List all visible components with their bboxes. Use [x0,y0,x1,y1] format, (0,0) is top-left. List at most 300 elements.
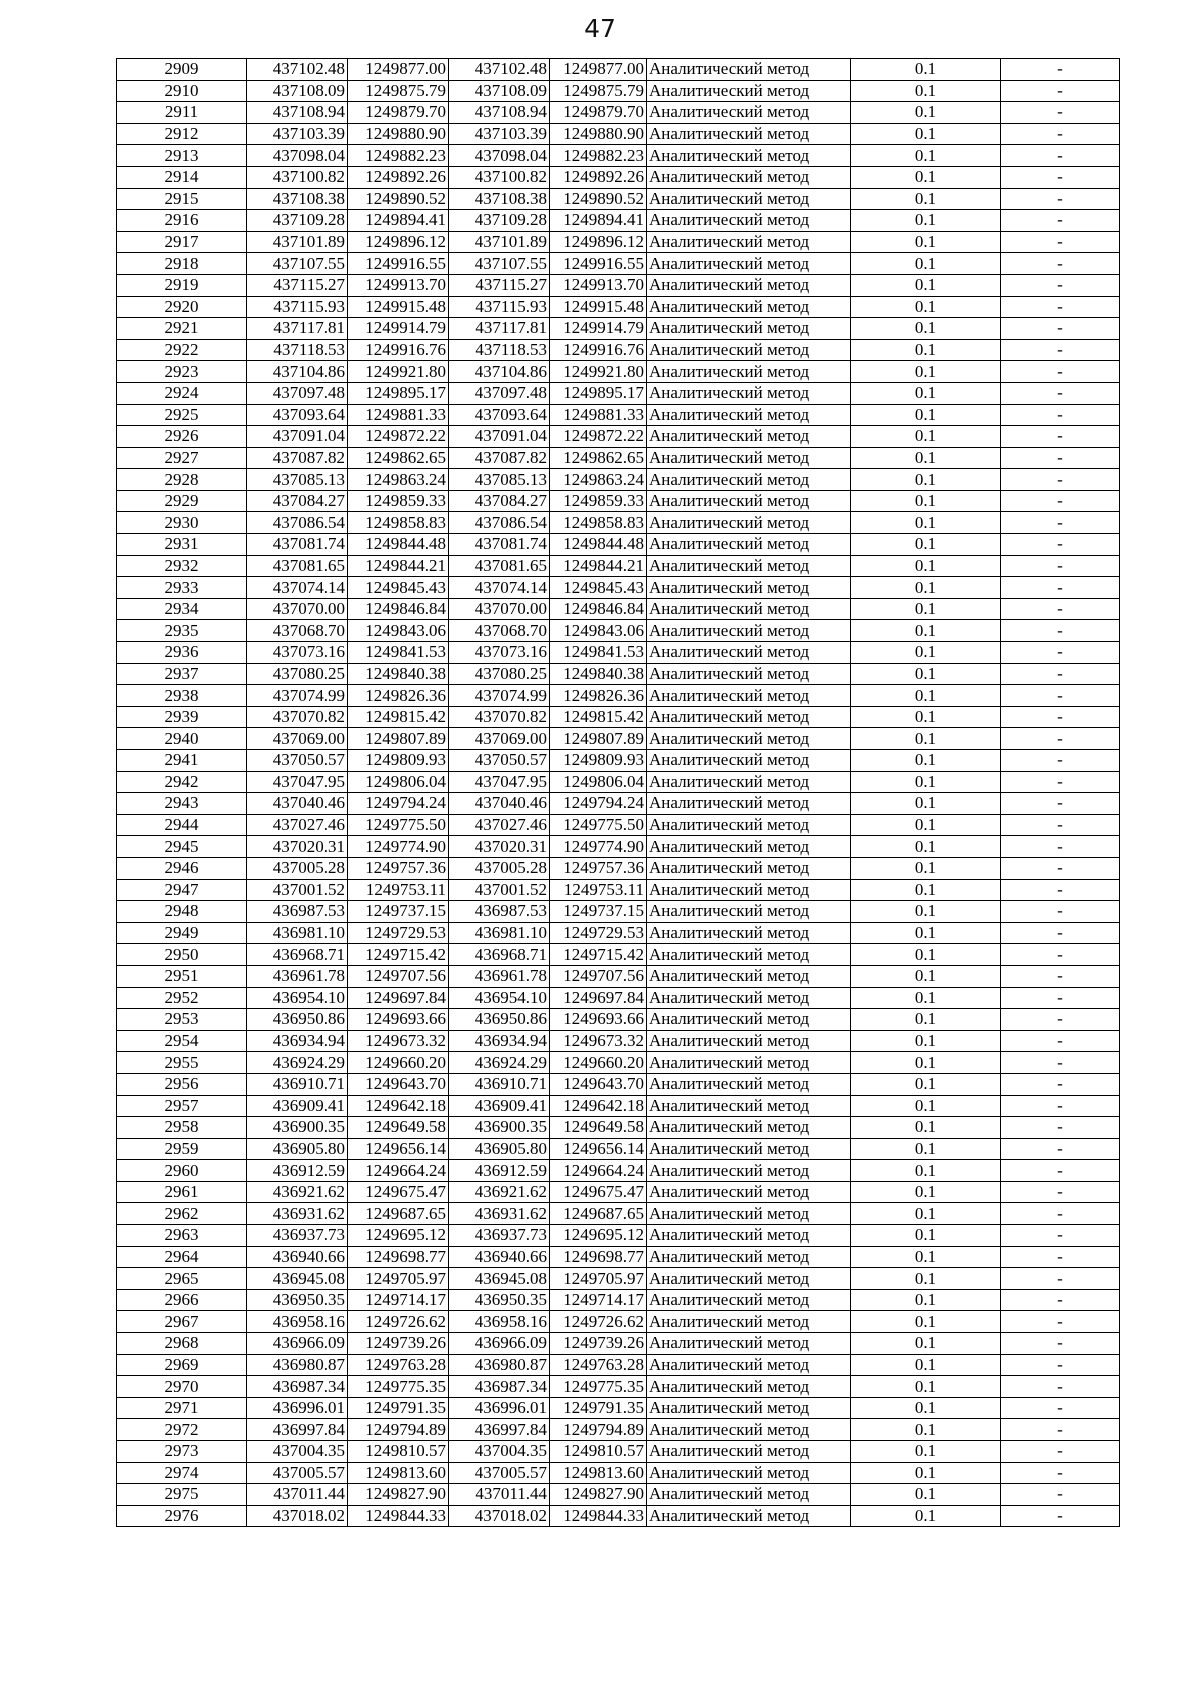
method-cell: Аналитический метод [647,339,851,361]
point-number-cell: 2970 [117,1376,247,1398]
x-coordinate-repeat-cell: 437109.28 [449,210,550,232]
x-coordinate-cell: 437050.57 [247,750,348,772]
table-row [117,1354,1120,1376]
y-coordinate-cell: 1249642.18 [348,1095,449,1117]
table-row [117,1441,1120,1463]
empty-mark-cell: - [1001,469,1120,491]
y-coordinate-cell: 1249649.58 [348,1117,449,1139]
x-coordinate-cell: 437004.35 [247,1441,348,1463]
y-coordinate-cell: 1249894.41 [348,210,449,232]
x-coordinate-cell: 437085.13 [247,469,348,491]
empty-mark-cell: - [1001,123,1120,145]
accuracy-cell: 0.1 [851,490,1001,512]
x-coordinate-cell: 437107.55 [247,253,348,275]
y-coordinate-cell: 1249697.84 [348,987,449,1009]
y-coordinate-cell: 1249845.43 [348,577,449,599]
table-row [117,1376,1120,1398]
x-coordinate-cell: 437040.46 [247,793,348,815]
x-coordinate-repeat-cell: 437080.25 [449,663,550,685]
empty-mark-cell: - [1001,1073,1120,1095]
x-coordinate-repeat-cell: 437047.95 [449,771,550,793]
x-coordinate-cell: 437080.25 [247,663,348,685]
y-coordinate-repeat-cell: 1249896.12 [550,231,647,253]
table-row [117,404,1120,426]
y-coordinate-repeat-cell: 1249872.22 [550,426,647,448]
x-coordinate-repeat-cell: 436966.09 [449,1333,550,1355]
empty-mark-cell: - [1001,339,1120,361]
method-cell: Аналитический метод [647,577,851,599]
empty-mark-cell: - [1001,253,1120,275]
y-coordinate-cell: 1249921.80 [348,361,449,383]
point-number-cell: 2967 [117,1311,247,1333]
empty-mark-cell: - [1001,404,1120,426]
x-coordinate-cell: 437073.16 [247,642,348,664]
empty-mark-cell: - [1001,901,1120,923]
y-coordinate-cell: 1249737.15 [348,901,449,923]
x-coordinate-repeat-cell: 436937.73 [449,1225,550,1247]
y-coordinate-cell: 1249890.52 [348,188,449,210]
empty-mark-cell: - [1001,296,1120,318]
method-cell: Аналитический метод [647,922,851,944]
accuracy-cell: 0.1 [851,1289,1001,1311]
method-cell: Аналитический метод [647,80,851,102]
empty-mark-cell: - [1001,1117,1120,1139]
empty-mark-cell: - [1001,922,1120,944]
method-cell: Аналитический метод [647,210,851,232]
x-coordinate-repeat-cell: 437040.46 [449,793,550,815]
x-coordinate-cell: 437070.82 [247,706,348,728]
point-number-cell: 2961 [117,1181,247,1203]
table-row [117,1246,1120,1268]
x-coordinate-cell: 437091.04 [247,426,348,448]
x-coordinate-repeat-cell: 437027.46 [449,814,550,836]
point-number-cell: 2914 [117,166,247,188]
y-coordinate-cell: 1249813.60 [348,1462,449,1484]
accuracy-cell: 0.1 [851,102,1001,124]
y-coordinate-repeat-cell: 1249916.76 [550,339,647,361]
y-coordinate-repeat-cell: 1249826.36 [550,685,647,707]
point-number-cell: 2913 [117,145,247,167]
x-coordinate-cell: 437108.94 [247,102,348,124]
y-coordinate-cell: 1249729.53 [348,922,449,944]
method-cell: Аналитический метод [647,145,851,167]
method-cell: Аналитический метод [647,166,851,188]
x-coordinate-repeat-cell: 437050.57 [449,750,550,772]
x-coordinate-cell: 436937.73 [247,1225,348,1247]
point-number-cell: 2976 [117,1505,247,1527]
method-cell: Аналитический метод [647,1289,851,1311]
table-row [117,598,1120,620]
accuracy-cell: 0.1 [851,1484,1001,1506]
y-coordinate-cell: 1249844.48 [348,534,449,556]
y-coordinate-cell: 1249775.50 [348,814,449,836]
x-coordinate-cell: 437109.28 [247,210,348,232]
y-coordinate-cell: 1249763.28 [348,1354,449,1376]
method-cell: Аналитический метод [647,944,851,966]
empty-mark-cell: - [1001,771,1120,793]
point-number-cell: 2917 [117,231,247,253]
y-coordinate-repeat-cell: 1249705.97 [550,1268,647,1290]
accuracy-cell: 0.1 [851,1441,1001,1463]
method-cell: Аналитический метод [647,534,851,556]
table-row [117,1160,1120,1182]
method-cell: Аналитический метод [647,879,851,901]
table-row [117,1397,1120,1419]
y-coordinate-cell: 1249863.24 [348,469,449,491]
point-number-cell: 2930 [117,512,247,534]
x-coordinate-repeat-cell: 436931.62 [449,1203,550,1225]
y-coordinate-cell: 1249643.70 [348,1073,449,1095]
point-number-cell: 2936 [117,642,247,664]
accuracy-cell: 0.1 [851,404,1001,426]
method-cell: Аналитический метод [647,728,851,750]
x-coordinate-repeat-cell: 436997.84 [449,1419,550,1441]
x-coordinate-cell: 437093.64 [247,404,348,426]
x-coordinate-cell: 436987.53 [247,901,348,923]
accuracy-cell: 0.1 [851,1225,1001,1247]
point-number-cell: 2957 [117,1095,247,1117]
point-number-cell: 2943 [117,793,247,815]
table-row [117,793,1120,815]
point-number-cell: 2916 [117,210,247,232]
accuracy-cell: 0.1 [851,1311,1001,1333]
y-coordinate-cell: 1249843.06 [348,620,449,642]
table-row [117,59,1120,81]
method-cell: Аналитический метод [647,1160,851,1182]
table-row [117,1484,1120,1506]
x-coordinate-repeat-cell: 437068.70 [449,620,550,642]
point-number-cell: 2951 [117,965,247,987]
method-cell: Аналитический метод [647,1030,851,1052]
x-coordinate-repeat-cell: 437108.38 [449,188,550,210]
accuracy-cell: 0.1 [851,188,1001,210]
x-coordinate-cell: 436996.01 [247,1397,348,1419]
coordinates-table-body [117,59,1120,1527]
empty-mark-cell: - [1001,663,1120,685]
method-cell: Аналитический метод [647,274,851,296]
y-coordinate-cell: 1249810.57 [348,1441,449,1463]
accuracy-cell: 0.1 [851,274,1001,296]
y-coordinate-cell: 1249775.35 [348,1376,449,1398]
y-coordinate-repeat-cell: 1249675.47 [550,1181,647,1203]
method-cell: Аналитический метод [647,318,851,340]
method-cell: Аналитический метод [647,447,851,469]
table-row [117,555,1120,577]
point-number-cell: 2973 [117,1441,247,1463]
point-number-cell: 2934 [117,598,247,620]
point-number-cell: 2911 [117,102,247,124]
point-number-cell: 2946 [117,857,247,879]
empty-mark-cell: - [1001,1095,1120,1117]
empty-mark-cell: - [1001,1333,1120,1355]
x-coordinate-cell: 436950.35 [247,1289,348,1311]
empty-mark-cell: - [1001,447,1120,469]
x-coordinate-repeat-cell: 437073.16 [449,642,550,664]
y-coordinate-repeat-cell: 1249882.23 [550,145,647,167]
x-coordinate-cell: 437118.53 [247,339,348,361]
y-coordinate-cell: 1249693.66 [348,1009,449,1031]
x-coordinate-cell: 436921.62 [247,1181,348,1203]
accuracy-cell: 0.1 [851,361,1001,383]
method-cell: Аналитический метод [647,1376,851,1398]
y-coordinate-cell: 1249915.48 [348,296,449,318]
point-number-cell: 2944 [117,814,247,836]
y-coordinate-cell: 1249882.23 [348,145,449,167]
y-coordinate-repeat-cell: 1249757.36 [550,857,647,879]
y-coordinate-repeat-cell: 1249642.18 [550,1095,647,1117]
y-coordinate-cell: 1249872.22 [348,426,449,448]
method-cell: Аналитический метод [647,231,851,253]
x-coordinate-repeat-cell: 437069.00 [449,728,550,750]
x-coordinate-repeat-cell: 437074.99 [449,685,550,707]
y-coordinate-cell: 1249774.90 [348,836,449,858]
point-number-cell: 2952 [117,987,247,1009]
table-row [117,166,1120,188]
method-cell: Аналитический метод [647,1311,851,1333]
y-coordinate-repeat-cell: 1249714.17 [550,1289,647,1311]
empty-mark-cell: - [1001,577,1120,599]
table-row [117,188,1120,210]
accuracy-cell: 0.1 [851,771,1001,793]
x-coordinate-cell: 437068.70 [247,620,348,642]
table-row [117,123,1120,145]
x-coordinate-repeat-cell: 437005.57 [449,1462,550,1484]
accuracy-cell: 0.1 [851,123,1001,145]
accuracy-cell: 0.1 [851,1268,1001,1290]
x-coordinate-repeat-cell: 437081.74 [449,534,550,556]
empty-mark-cell: - [1001,1009,1120,1031]
method-cell: Аналитический метод [647,404,851,426]
accuracy-cell: 0.1 [851,1030,1001,1052]
x-coordinate-repeat-cell: 436921.62 [449,1181,550,1203]
empty-mark-cell: - [1001,361,1120,383]
accuracy-cell: 0.1 [851,663,1001,685]
table-row [117,339,1120,361]
method-cell: Аналитический метод [647,771,851,793]
table-row [117,1073,1120,1095]
method-cell: Аналитический метод [647,1333,851,1355]
method-cell: Аналитический метод [647,793,851,815]
x-coordinate-cell: 437108.38 [247,188,348,210]
y-coordinate-repeat-cell: 1249877.00 [550,59,647,81]
y-coordinate-repeat-cell: 1249815.42 [550,706,647,728]
point-number-cell: 2953 [117,1009,247,1031]
empty-mark-cell: - [1001,1311,1120,1333]
method-cell: Аналитический метод [647,642,851,664]
table-row [117,1052,1120,1074]
y-coordinate-repeat-cell: 1249880.90 [550,123,647,145]
method-cell: Аналитический метод [647,490,851,512]
method-cell: Аналитический метод [647,512,851,534]
method-cell: Аналитический метод [647,750,851,772]
table-row [117,145,1120,167]
y-coordinate-repeat-cell: 1249844.48 [550,534,647,556]
y-coordinate-repeat-cell: 1249875.79 [550,80,647,102]
table-row [117,1009,1120,1031]
x-coordinate-cell: 436966.09 [247,1333,348,1355]
empty-mark-cell: - [1001,836,1120,858]
x-coordinate-repeat-cell: 437020.31 [449,836,550,858]
empty-mark-cell: - [1001,793,1120,815]
x-coordinate-repeat-cell: 436981.10 [449,922,550,944]
y-coordinate-cell: 1249705.97 [348,1268,449,1290]
method-cell: Аналитический метод [647,1095,851,1117]
method-cell: Аналитический метод [647,426,851,448]
accuracy-cell: 0.1 [851,857,1001,879]
accuracy-cell: 0.1 [851,728,1001,750]
x-coordinate-repeat-cell: 436987.53 [449,901,550,923]
y-coordinate-cell: 1249726.62 [348,1311,449,1333]
y-coordinate-repeat-cell: 1249862.65 [550,447,647,469]
x-coordinate-repeat-cell: 437085.13 [449,469,550,491]
y-coordinate-cell: 1249660.20 [348,1052,449,1074]
empty-mark-cell: - [1001,642,1120,664]
y-coordinate-cell: 1249858.83 [348,512,449,534]
y-coordinate-repeat-cell: 1249916.55 [550,253,647,275]
y-coordinate-repeat-cell: 1249894.41 [550,210,647,232]
method-cell: Аналитический метод [647,1181,851,1203]
y-coordinate-repeat-cell: 1249809.93 [550,750,647,772]
empty-mark-cell: - [1001,490,1120,512]
y-coordinate-repeat-cell: 1249845.43 [550,577,647,599]
method-cell: Аналитический метод [647,1419,851,1441]
empty-mark-cell: - [1001,1397,1120,1419]
y-coordinate-repeat-cell: 1249813.60 [550,1462,647,1484]
y-coordinate-cell: 1249664.24 [348,1160,449,1182]
accuracy-cell: 0.1 [851,1138,1001,1160]
accuracy-cell: 0.1 [851,382,1001,404]
y-coordinate-repeat-cell: 1249649.58 [550,1117,647,1139]
method-cell: Аналитический метод [647,123,851,145]
table-row [117,512,1120,534]
accuracy-cell: 0.1 [851,1376,1001,1398]
accuracy-cell: 0.1 [851,577,1001,599]
x-coordinate-cell: 437097.48 [247,382,348,404]
x-coordinate-repeat-cell: 437118.53 [449,339,550,361]
x-coordinate-cell: 436981.10 [247,922,348,944]
y-coordinate-repeat-cell: 1249915.48 [550,296,647,318]
table-row [117,1138,1120,1160]
y-coordinate-repeat-cell: 1249775.50 [550,814,647,836]
x-coordinate-cell: 437074.99 [247,685,348,707]
y-coordinate-repeat-cell: 1249791.35 [550,1397,647,1419]
x-coordinate-cell: 437005.28 [247,857,348,879]
x-coordinate-repeat-cell: 437101.89 [449,231,550,253]
y-coordinate-cell: 1249896.12 [348,231,449,253]
empty-mark-cell: - [1001,1030,1120,1052]
y-coordinate-repeat-cell: 1249697.84 [550,987,647,1009]
x-coordinate-repeat-cell: 436900.35 [449,1117,550,1139]
y-coordinate-repeat-cell: 1249844.21 [550,555,647,577]
y-coordinate-repeat-cell: 1249858.83 [550,512,647,534]
point-number-cell: 2955 [117,1052,247,1074]
empty-mark-cell: - [1001,598,1120,620]
point-number-cell: 2921 [117,318,247,340]
accuracy-cell: 0.1 [851,750,1001,772]
table-row [117,879,1120,901]
x-coordinate-cell: 437104.86 [247,361,348,383]
method-cell: Аналитический метод [647,1484,851,1506]
y-coordinate-cell: 1249695.12 [348,1225,449,1247]
empty-mark-cell: - [1001,274,1120,296]
table-row [117,901,1120,923]
accuracy-cell: 0.1 [851,1160,1001,1182]
table-row [117,577,1120,599]
table-row [117,1289,1120,1311]
accuracy-cell: 0.1 [851,318,1001,340]
table-row [117,965,1120,987]
x-coordinate-cell: 436910.71 [247,1073,348,1095]
empty-mark-cell: - [1001,382,1120,404]
y-coordinate-repeat-cell: 1249726.62 [550,1311,647,1333]
point-number-cell: 2915 [117,188,247,210]
empty-mark-cell: - [1001,1160,1120,1182]
point-number-cell: 2958 [117,1117,247,1139]
y-coordinate-cell: 1249753.11 [348,879,449,901]
y-coordinate-cell: 1249840.38 [348,663,449,685]
point-number-cell: 2962 [117,1203,247,1225]
accuracy-cell: 0.1 [851,469,1001,491]
method-cell: Аналитический метод [647,1397,851,1419]
y-coordinate-cell: 1249826.36 [348,685,449,707]
accuracy-cell: 0.1 [851,944,1001,966]
table-row [117,447,1120,469]
y-coordinate-cell: 1249815.42 [348,706,449,728]
x-coordinate-repeat-cell: 437107.55 [449,253,550,275]
x-coordinate-repeat-cell: 436910.71 [449,1073,550,1095]
y-coordinate-cell: 1249879.70 [348,102,449,124]
y-coordinate-repeat-cell: 1249774.90 [550,836,647,858]
point-number-cell: 2923 [117,361,247,383]
accuracy-cell: 0.1 [851,879,1001,901]
y-coordinate-cell: 1249914.79 [348,318,449,340]
y-coordinate-cell: 1249807.89 [348,728,449,750]
y-coordinate-repeat-cell: 1249693.66 [550,1009,647,1031]
x-coordinate-repeat-cell: 437098.04 [449,145,550,167]
point-number-cell: 2960 [117,1160,247,1182]
y-coordinate-cell: 1249859.33 [348,490,449,512]
y-coordinate-repeat-cell: 1249895.17 [550,382,647,404]
y-coordinate-repeat-cell: 1249840.38 [550,663,647,685]
x-coordinate-repeat-cell: 437102.48 [449,59,550,81]
point-number-cell: 2964 [117,1246,247,1268]
y-coordinate-cell: 1249877.00 [348,59,449,81]
x-coordinate-cell: 436940.66 [247,1246,348,1268]
table-row [117,210,1120,232]
x-coordinate-repeat-cell: 437074.14 [449,577,550,599]
table-row [117,728,1120,750]
table-row [117,1203,1120,1225]
table-row [117,1505,1120,1527]
y-coordinate-repeat-cell: 1249827.90 [550,1484,647,1506]
table-row [117,663,1120,685]
table-row [117,1181,1120,1203]
empty-mark-cell: - [1001,1505,1120,1527]
x-coordinate-cell: 437108.09 [247,80,348,102]
point-number-cell: 2972 [117,1419,247,1441]
point-number-cell: 2938 [117,685,247,707]
method-cell: Аналитический метод [647,1441,851,1463]
point-number-cell: 2959 [117,1138,247,1160]
accuracy-cell: 0.1 [851,1505,1001,1527]
x-coordinate-cell: 437102.48 [247,59,348,81]
x-coordinate-cell: 437018.02 [247,1505,348,1527]
point-number-cell: 2926 [117,426,247,448]
method-cell: Аналитический метод [647,469,851,491]
x-coordinate-cell: 437047.95 [247,771,348,793]
y-coordinate-cell: 1249715.42 [348,944,449,966]
empty-mark-cell: - [1001,1052,1120,1074]
